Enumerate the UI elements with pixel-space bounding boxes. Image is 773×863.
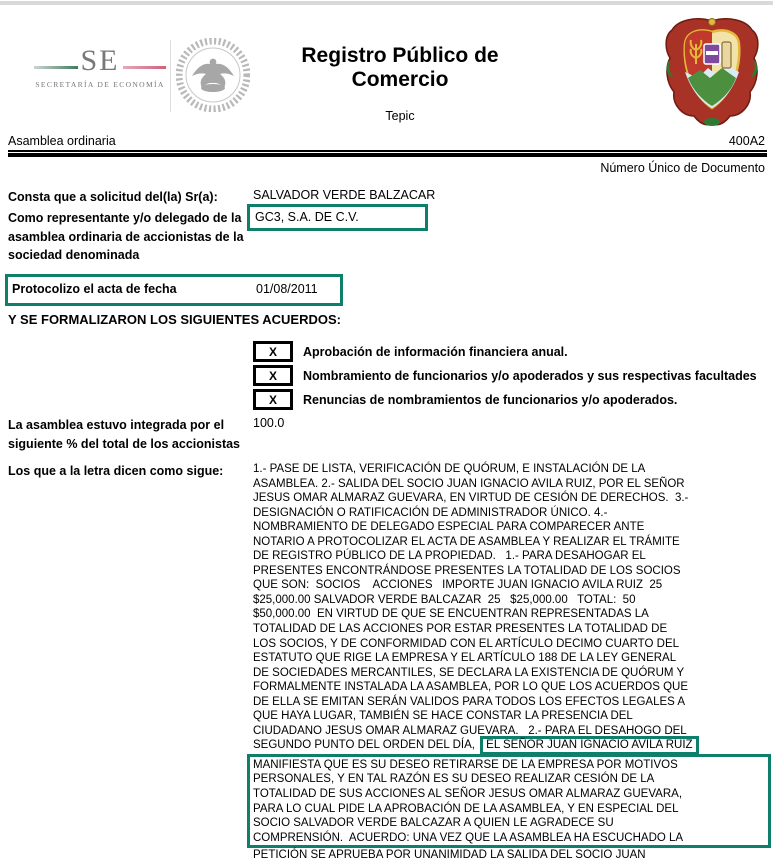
- checkbox: [253, 341, 293, 362]
- acta-text-line-split: [253, 738, 773, 753]
- field-label-representante: Como representante y/o delegado de la asamblea ordinaria de accionistas de la sociedad denominada: [8, 211, 244, 262]
- acta-text-line: NOMBRAMIENTO DE DELEGADO ESPECIAL PARA COMPARECER ANTE: [253, 521, 645, 534]
- page-title: Registro Público de Comercio: [301, 44, 499, 92]
- checkbox-mark: X: [268, 392, 277, 407]
- form-code: 400A2: [728, 134, 765, 148]
- field-label-porcentaje: La asamblea estuvo integrada por el siguiente % del total de los accionistas: [8, 418, 241, 451]
- acta-text-line: DE ELLA SE EMITAN SERÁN VALIDOS PARA TODOS LOS EFECTOS LEGALES A: [253, 695, 686, 708]
- checkbox: [253, 389, 293, 410]
- acta-text-line: COMPRENSIÓN. ACUERDO: UNA VEZ QUE LA ASAMBLEA HA ESCUCHADO LA: [253, 831, 684, 844]
- secretaria-economia-logo: [34, 46, 166, 89]
- acuerdo-label: Nombramiento de funcionarios y/o apoderados y sus respectivas facultades: [303, 368, 757, 383]
- checkbox-mark: X: [268, 344, 277, 359]
- field-value-porcentaje: 100.0: [253, 416, 285, 430]
- acuerdos-heading: Y SE FORMALIZARON LOS SIGUIENTES ACUERDOS:: [8, 312, 341, 327]
- acta-text-line: FORMALMENTE INSTALADA LA ASAMBLEA, POR LO QUE LOS ACUERDOS QUE: [253, 681, 688, 694]
- acuerdo-item: [253, 343, 757, 360]
- highlight-box-block: [247, 754, 771, 848]
- acta-text-line: QUE SON: SOCIOS ACCIONES IMPORTE JUAN IGNACIO AVILA RUIZ 25: [253, 579, 663, 592]
- highlight-box-inline: EL SEÑOR JUAN IGNACIO AVILA RUIZ: [480, 736, 698, 755]
- acta-text-line: PARA LO CUAL PIDE LA APROBACIÓN DE LA ASAMBLEA, Y EN ESPECIAL DEL: [253, 802, 679, 815]
- field-value-solicitud: SALVADOR VERDE BALZACAR: [253, 188, 436, 202]
- nayarit-coat-of-arms-icon: [662, 16, 762, 133]
- acuerdo-label: Aprobación de información financiera anual.: [303, 344, 568, 359]
- acta-text-line: $50,000.00 EN VIRTUD DE QUE SE ENCUENTRAN REPRESENTADAS LA: [253, 608, 649, 621]
- acta-text-line: ASAMBLEA. 2.- SALIDA DEL SOCIO JUAN IGNACIO AVILA RUIZ, POR EL SEÑOR: [253, 477, 685, 490]
- acta-text-line: JESUS OMAR ALMARAZ GUEVARA, EN VIRTUD DE CESIÓN DE DERECHOS. 3.-: [253, 492, 689, 505]
- acta-split-pre: SEGUNDO PUNTO DEL ORDEN DEL DÍA,: [253, 739, 479, 752]
- field-label-solicitud: Consta que a solicitud del(la) Sr(a):: [8, 190, 218, 204]
- acta-text-line: QUE HAYA LUGAR, TAMBIÉN SE HACE CONSTAR LA PRESENCIA DEL: [253, 710, 633, 723]
- acta-text-line: LOS SOCIOS, Y DE CONFORMIDAD CON EL ARTÍCULO DECIMO CUARTO DEL: [253, 637, 680, 650]
- acta-lines-after: [253, 848, 773, 863]
- acta-lines-before: [253, 462, 773, 738]
- se-logo-letters: SE: [80, 44, 120, 77]
- field-value-protocolizo: 01/08/2011: [256, 282, 318, 296]
- acta-text-line: 1.- PASE DE LISTA, VERIFICACIÓN DE QUÓRUM, E INSTALACIÓN DE LA: [253, 463, 646, 475]
- acta-text-line: NOTARIO A PROTOCOLIZAR EL ACTA DE ASAMBLEA Y REALIZAR EL TRÁMITE: [253, 535, 680, 548]
- acta-text-line: DE REGISTRO PÚBLICO DE LA PROPIEDAD. 1.- PARA DESAHOGAR EL: [253, 550, 646, 563]
- acta-text-line: PETICIÓN SE APRUEBA POR UNANIMIDAD LA SALIDA DEL SOCIO JUAN: [253, 849, 646, 862]
- se-logo-green-line: [34, 66, 78, 69]
- acta-text-line: DESIGNACIÓN O RATIFICACIÓN DE ADMINISTRADOR ÚNICO. 4.-: [253, 506, 608, 519]
- acuerdo-item: [253, 367, 757, 384]
- document-type-label: Asamblea ordinaria: [8, 134, 116, 148]
- acta-text: [253, 462, 773, 863]
- acuerdo-item: [253, 391, 757, 408]
- acuerdos-list: [253, 343, 757, 415]
- field-label-letra: Los que a la letra dicen como sigue:: [8, 464, 224, 478]
- acta-text-line: TOTALIDAD DE SUS ACCIONES AL SEÑOR JESUS OMAR ALMARAZ GUEVARA,: [253, 788, 683, 801]
- checkbox-mark: X: [268, 368, 277, 383]
- acta-text-line: PERSONALES, Y EN TAL RAZÓN ES SU DESEO REALIZAR CESIÓN DE LA: [253, 773, 655, 786]
- acta-text-line: DE SOCIEDADES MERCANTILES, SE DECLARA LA EXISTENCIA DE QUÓRUM Y: [253, 666, 685, 679]
- acta-text-line: MANIFIESTA QUE ES SU DESEO RETIRARSE DE LA EMPRESA POR MOTIVOS: [253, 758, 678, 771]
- acta-text-line: TOTALIDAD DE LAS ACCIONES POR ESTAR PRESENTES LA TOTALIDAD DE: [253, 623, 668, 636]
- acta-text-line: SOCIO SALVADOR VERDE BALCAZAR A QUIEN LE AGRADECE SU: [253, 817, 614, 830]
- unique-document-number-label: Número Único de Documento: [600, 161, 765, 175]
- acta-text-line: CIUDADANO JESUS OMAR ALMARAZ GUEVARA. 2.- PARA EL DESAHOGO DEL: [253, 724, 687, 737]
- document-header: [230, 44, 570, 123]
- window-edge-bar: [0, 1, 773, 5]
- field-protocolizo-highlighted: [5, 274, 343, 306]
- checkbox: [253, 365, 293, 386]
- se-logo-red-line: [123, 66, 167, 69]
- office-name: Tepic: [385, 109, 415, 124]
- acuerdo-label: Renuncias de nombramientos de funcionarios y/o apoderados.: [303, 392, 678, 407]
- field-label-protocolizo: Protocolizo el acta de fecha: [12, 282, 177, 296]
- field-value-representante-highlighted: GC3, S.A. DE C.V.: [247, 204, 428, 231]
- acta-text-line: $25,000.00 SALVADOR VERDE BALCAZAR 25 $25,000.00 TOTAL: 50: [253, 593, 636, 606]
- se-logo-caption: SECRETARÍA DE ECONOMÍA: [35, 80, 165, 89]
- acta-text-line: ESTATUTO QUE RIGE LA EMPRESA Y EL ARTÍCULO 188 DE LA LEY GENERAL: [253, 652, 677, 665]
- header-rule: [8, 150, 767, 157]
- header-divider: [170, 40, 171, 112]
- acta-text-line: PRESENTES ENCONTRÁNDOSE PRESENTES LA TOTALIDAD DE LOS SOCIOS: [253, 564, 681, 577]
